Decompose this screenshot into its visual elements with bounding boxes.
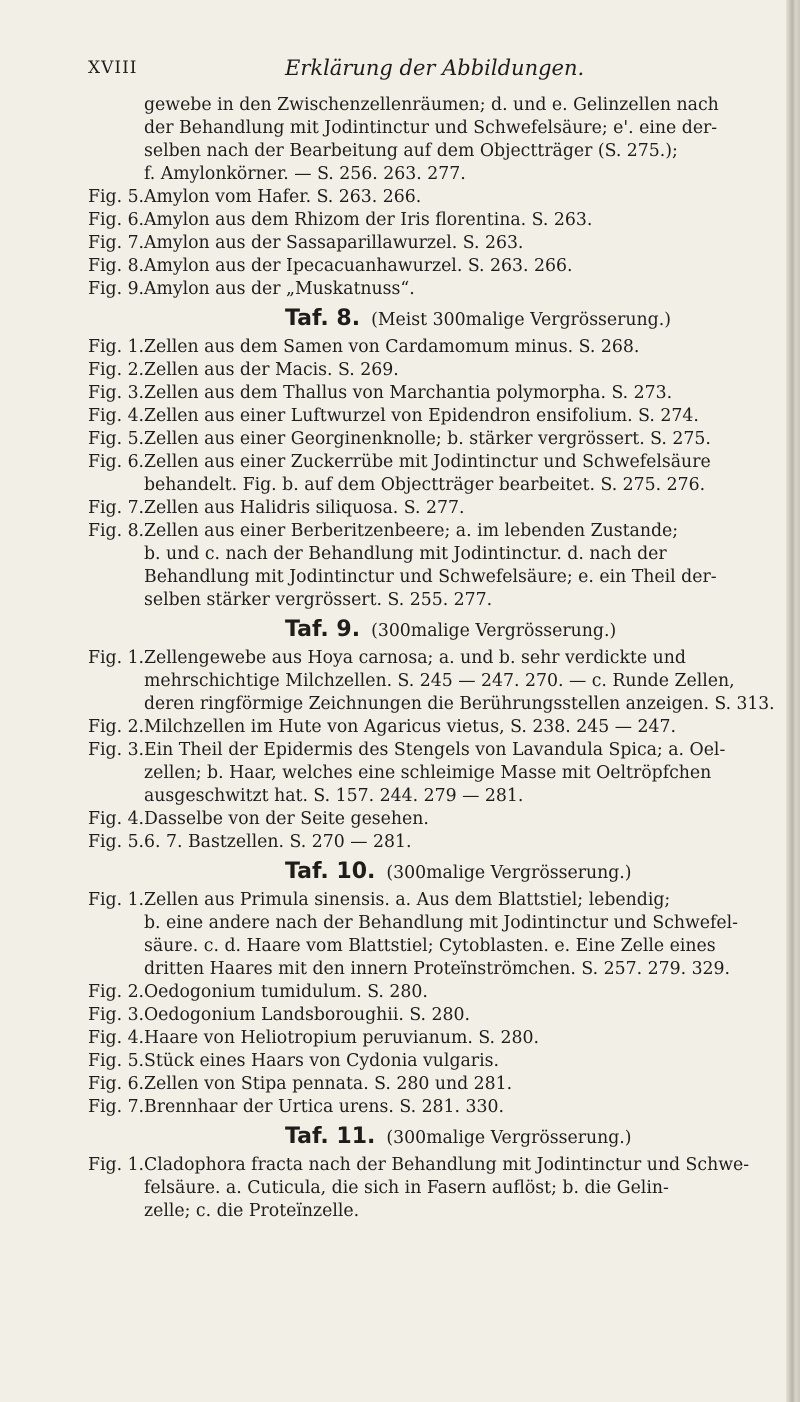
line-text: selben nach der Bearbeitung auf dem Objectträger (S. 275.); xyxy=(144,141,678,161)
text-line xyxy=(0,1096,800,1119)
figure-label: Fig. 2. xyxy=(88,982,145,1002)
line-text: f. Amylonkörner. — S. 256. 263. 277. xyxy=(144,164,466,184)
plate-label: Taf. 11. xyxy=(285,1124,376,1149)
line-text: mehrschichtige Milchzellen. S. 245 — 247. 270. — c. Runde Zellen, xyxy=(144,671,735,691)
line-text: Zellen aus dem Thallus von Marchantia polymorpha. S. 273. xyxy=(144,383,673,403)
text-line xyxy=(0,693,800,716)
plate-heading xyxy=(0,612,800,647)
line-text: felsäure. a. Cuticula, die sich in Fasern auflöst; b. die Gelin- xyxy=(144,1178,669,1198)
text-line xyxy=(0,1027,800,1050)
text-line xyxy=(0,912,800,935)
plate-heading-text xyxy=(285,854,632,891)
page-body xyxy=(0,94,800,1223)
text-line xyxy=(0,278,800,301)
figure-label: Fig. 4. xyxy=(88,406,145,426)
text-line xyxy=(0,405,800,428)
plate-magnification: (Meist 300malige Vergrösserung.) xyxy=(371,310,671,330)
line-text: b. eine andere nach der Behandlung mit Jodintinctur und Schwefel- xyxy=(144,913,739,933)
text-line xyxy=(0,647,800,670)
plate-magnification: (300malige Vergrösserung.) xyxy=(386,863,632,883)
line-text: deren ringförmige Zeichnungen die Berührungsstellen anzeigen. S. 313. xyxy=(144,694,775,714)
text-line xyxy=(0,255,800,278)
text-line xyxy=(0,428,800,451)
figure-label: Fig. 3. xyxy=(88,740,145,760)
line-text: Stück eines Haars von Cydonia vulgaris. xyxy=(144,1051,499,1071)
line-text: Zellen aus einer Berberitzenbeere; a. im lebenden Zustande; xyxy=(144,521,679,541)
line-text: säure. c. d. Haare vom Blattstiel; Cytoblasten. e. Eine Zelle eines xyxy=(144,936,716,956)
line-text: Amylon aus der „Muskatnuss“. xyxy=(144,279,415,299)
running-header xyxy=(0,58,800,88)
text-line xyxy=(0,889,800,912)
plate-label: Taf. 8. xyxy=(285,306,361,331)
line-text: Amylon vom Hafer. S. 263. 266. xyxy=(144,187,422,207)
text-line xyxy=(0,1073,800,1096)
text-line xyxy=(0,831,800,854)
figure-label: Fig. 7. xyxy=(88,1097,145,1117)
figure-label: Fig. 5. xyxy=(88,832,145,852)
figure-label: Fig. 4. xyxy=(88,809,145,829)
text-line xyxy=(0,716,800,739)
page-title: Erklärung der Abbildungen. xyxy=(285,56,585,80)
text-line xyxy=(0,451,800,474)
plate-heading-text xyxy=(285,301,671,338)
line-text: Haare von Heliotropium peruvianum. S. 280. xyxy=(144,1028,540,1048)
figure-label: Fig. 7. xyxy=(88,498,145,518)
plate-magnification: (300malige Vergrösserung.) xyxy=(386,1128,632,1148)
line-text: Zellen aus der Macis. S. 269. xyxy=(144,360,399,380)
plate-heading-text xyxy=(285,1119,632,1156)
line-text: Milchzellen im Hute von Agaricus vietus, S. 238. 245 — 247. xyxy=(144,717,677,737)
figure-label: Fig. 1. xyxy=(88,337,145,357)
line-text: Zellen aus einer Zuckerrübe mit Jodintinctur und Schwefelsäure xyxy=(144,452,711,472)
figure-label: Fig. 2. xyxy=(88,717,145,737)
line-text: Behandlung mit Jodintinctur und Schwefelsäure; e. ein Theil der- xyxy=(144,567,717,587)
line-text: 6. 7. Bastzellen. S. 270 — 281. xyxy=(144,832,412,852)
text-line xyxy=(0,1177,800,1200)
line-text: Ein Theil der Epidermis des Stengels von Lavandula Spica; a. Oel- xyxy=(144,740,726,760)
line-text: Zellen aus Primula sinensis. a. Aus dem Blattstiel; lebendig; xyxy=(144,890,671,910)
plate-heading-text xyxy=(285,612,616,649)
text-line xyxy=(0,566,800,589)
line-text: Zellen von Stipa pennata. S. 280 und 281. xyxy=(144,1074,513,1094)
figure-label: Fig. 5. xyxy=(88,1051,145,1071)
figure-label: Fig. 8. xyxy=(88,256,145,276)
figure-label: Fig. 6. xyxy=(88,1074,145,1094)
text-line xyxy=(0,359,800,382)
text-line xyxy=(0,232,800,255)
text-line xyxy=(0,1004,800,1027)
line-text: Brennhaar der Urtica urens. S. 281. 330. xyxy=(144,1097,505,1117)
text-line xyxy=(0,739,800,762)
page-number: XVIII xyxy=(88,58,138,78)
text-line xyxy=(0,762,800,785)
line-text: Zellen aus einer Georginenknolle; b. stärker vergrössert. S. 275. xyxy=(144,429,711,449)
figure-label: Fig. 5. xyxy=(88,429,145,449)
text-line xyxy=(0,981,800,1004)
plate-heading xyxy=(0,301,800,336)
figure-label: Fig. 7. xyxy=(88,233,145,253)
line-text: b. und c. nach der Behandlung mit Jodintinctur. d. nach der xyxy=(144,544,667,564)
text-line xyxy=(0,497,800,520)
text-line xyxy=(0,94,800,117)
line-text: Zellen aus einer Luftwurzel von Epidendron ensifolium. S. 274. xyxy=(144,406,699,426)
figure-label: Fig. 3. xyxy=(88,1005,145,1025)
text-line xyxy=(0,163,800,186)
line-text: zelle; c. die Proteïnzelle. xyxy=(144,1201,360,1221)
plate-heading xyxy=(0,854,800,889)
figure-label: Fig. 4. xyxy=(88,1028,145,1048)
figure-label: Fig. 1. xyxy=(88,648,145,668)
text-line xyxy=(0,785,800,808)
line-text: Dasselbe von der Seite gesehen. xyxy=(144,809,429,829)
text-line xyxy=(0,186,800,209)
text-line xyxy=(0,808,800,831)
text-line xyxy=(0,670,800,693)
text-line xyxy=(0,140,800,163)
plate-label: Taf. 9. xyxy=(285,617,361,642)
plate-heading xyxy=(0,1119,800,1154)
text-line xyxy=(0,336,800,359)
line-text: selben stärker vergrössert. S. 255. 277. xyxy=(144,590,493,610)
figure-label: Fig. 1. xyxy=(88,890,145,910)
line-text: zellen; b. Haar, welches eine schleimige Masse mit Oeltröpfchen xyxy=(144,763,712,783)
text-line xyxy=(0,1154,800,1177)
figure-label: Fig. 1. xyxy=(88,1155,145,1175)
line-text: behandelt. Fig. b. auf dem Objectträger bearbeitet. S. 275. 276. xyxy=(144,475,706,495)
plate-magnification: (300malige Vergrösserung.) xyxy=(371,621,617,641)
figure-label: Fig. 9. xyxy=(88,279,145,299)
text-line xyxy=(0,117,800,140)
line-text: Amylon aus der Sassaparillawurzel. S. 263. xyxy=(144,233,524,253)
line-text: Zellen aus Halidris siliquosa. S. 277. xyxy=(144,498,465,518)
figure-label: Fig. 6. xyxy=(88,210,145,230)
figure-label: Fig. 3. xyxy=(88,383,145,403)
line-text: Amylon aus der Ipecacuanhawurzel. S. 263. 266. xyxy=(144,256,573,276)
text-line xyxy=(0,382,800,405)
text-line xyxy=(0,935,800,958)
line-text: ausgeschwitzt hat. S. 157. 244. 279 — 281. xyxy=(144,786,524,806)
line-text: Zellen aus dem Samen von Cardamomum minus. S. 268. xyxy=(144,337,640,357)
text-line xyxy=(0,958,800,981)
line-text: der Behandlung mit Jodintinctur und Schwefelsäure; e'. eine der- xyxy=(144,118,718,138)
line-text: Cladophora fracta nach der Behandlung mit Jodintinctur und Schwe- xyxy=(144,1155,750,1175)
figure-label: Fig. 2. xyxy=(88,360,145,380)
text-line xyxy=(0,1050,800,1073)
line-text: dritten Haares mit den innern Proteïnströmchen. S. 257. 279. 329. xyxy=(144,959,731,979)
text-line xyxy=(0,520,800,543)
text-line xyxy=(0,1200,800,1223)
line-text: Zellengewebe aus Hoya carnosa; a. und b. sehr verdickte und xyxy=(144,648,686,668)
figure-label: Fig. 8. xyxy=(88,521,145,541)
text-line xyxy=(0,209,800,232)
line-text: Oedogonium Landsboroughii. S. 280. xyxy=(144,1005,471,1025)
figure-label: Fig. 6. xyxy=(88,452,145,472)
line-text: gewebe in den Zwischenzellenräumen; d. und e. Gelinzellen nach xyxy=(144,95,719,115)
text-line xyxy=(0,589,800,612)
figure-label: Fig. 5. xyxy=(88,187,145,207)
text-line xyxy=(0,543,800,566)
plate-label: Taf. 10. xyxy=(285,859,376,884)
line-text: Oedogonium tumidulum. S. 280. xyxy=(144,982,428,1002)
line-text: Amylon aus dem Rhizom der Iris florentina. S. 263. xyxy=(144,210,593,230)
text-line xyxy=(0,474,800,497)
